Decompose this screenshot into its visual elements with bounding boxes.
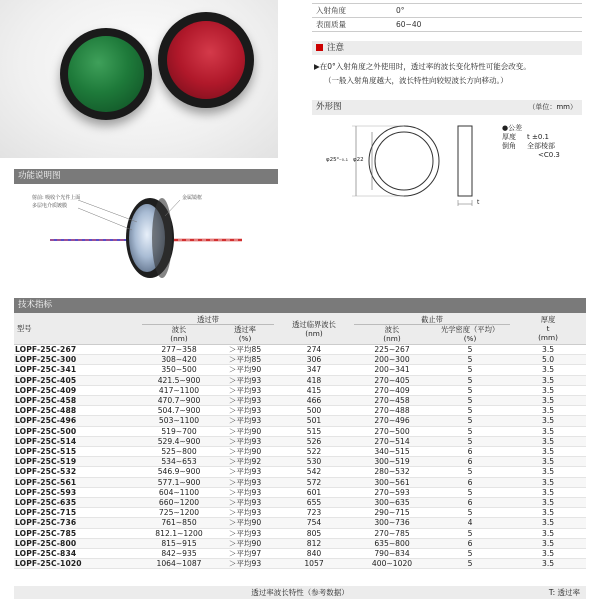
cell-optical-density: 6 — [430, 477, 510, 487]
cell-thickness: 3.5 — [510, 436, 586, 446]
cell-pass-wavelength: 577.1∼900 — [142, 477, 216, 487]
header-wavelength: 波长 — [142, 325, 216, 335]
table-row — [14, 487, 586, 497]
cell-transmittance: ＞平均90 — [216, 538, 274, 548]
cell-stop-wavelength: 635∼800 — [354, 538, 430, 548]
cell-model: LOPF-25C-488 — [14, 406, 142, 416]
table-row — [14, 426, 586, 436]
header-transmittance: 透过率 — [216, 325, 274, 335]
cell-model: LOPF-25C-515 — [14, 447, 142, 457]
cell-model: LOPF-25C-532 — [14, 467, 142, 477]
table-row — [14, 549, 586, 559]
note-line-2: （一般入射角度越大，波长特性向较短波长方向移动。） — [324, 76, 508, 85]
cell-thickness: 3.5 — [510, 477, 586, 487]
cell-edge-wavelength: 347 — [274, 365, 354, 375]
cell-thickness: 3.5 — [510, 549, 586, 559]
cell-pass-wavelength: 546.9∼900 — [142, 467, 216, 477]
cell-edge-wavelength: 840 — [274, 549, 354, 559]
cell-thickness: 5.0 — [510, 355, 586, 365]
function-diagram — [20, 186, 278, 290]
tolerance-chamfer-label: 倒角 — [502, 142, 516, 150]
cell-pass-wavelength: 421.5∼900 — [142, 375, 216, 385]
cell-optical-density: 5 — [430, 426, 510, 436]
cell-optical-density: 5 — [430, 355, 510, 365]
cell-pass-wavelength: 504.7∼900 — [142, 406, 216, 416]
table-row — [14, 467, 586, 477]
cell-model: LOPF-25C-341 — [14, 365, 142, 375]
cell-edge-wavelength: 754 — [274, 518, 354, 528]
cell-optical-density: 6 — [430, 538, 510, 548]
cell-transmittance: ＞平均93 — [216, 375, 274, 385]
cell-pass-wavelength: 525∼800 — [142, 447, 216, 457]
cell-transmittance: ＞平均93 — [216, 498, 274, 508]
cell-optical-density: 5 — [430, 406, 510, 416]
tolerance-title: ●公差 — [502, 124, 523, 132]
cell-model: LOPF-25C-593 — [14, 487, 142, 497]
cell-edge-wavelength: 466 — [274, 396, 354, 406]
table-body — [14, 345, 586, 569]
cell-optical-density: 5 — [430, 549, 510, 559]
cell-model: LOPF-25C-519 — [14, 457, 142, 467]
cell-pass-wavelength: 725∼1200 — [142, 508, 216, 518]
cell-optical-density: 5 — [430, 467, 510, 477]
header-od: 光学密度（平均） — [430, 325, 510, 335]
notes-header: 注意 — [312, 41, 582, 55]
cell-stop-wavelength: 270∼409 — [354, 385, 430, 395]
cell-thickness: 3.5 — [510, 396, 586, 406]
cell-pass-wavelength: 417∼1100 — [142, 385, 216, 395]
cell-transmittance: ＞平均97 — [216, 549, 274, 559]
function-header: 功能说明图 — [14, 169, 278, 184]
table-row — [14, 365, 586, 375]
cell-model: LOPF-25C-715 — [14, 508, 142, 518]
cell-optical-density: 6 — [430, 447, 510, 457]
cell-optical-density: 5 — [430, 508, 510, 518]
cell-thickness: 3.5 — [510, 416, 586, 426]
cell-stop-wavelength: 200∼300 — [354, 355, 430, 365]
cell-transmittance: ＞平均90 — [216, 426, 274, 436]
cell-model: LOPF-25C-785 — [14, 528, 142, 538]
note-line-1: ▶在0°入射角度之外使用时，透过率的波长变化特性可能会改变。 — [314, 62, 531, 71]
cell-thickness: 3.5 — [510, 426, 586, 436]
table-row — [14, 508, 586, 518]
tech-header: 技术指标 — [14, 298, 586, 313]
cell-thickness: 3.5 — [510, 345, 586, 355]
cell-pass-wavelength: 1064∼1087 — [142, 559, 216, 569]
cell-model: LOPF-25C-635 — [14, 498, 142, 508]
cell-model: LOPF-25C-405 — [14, 375, 142, 385]
cell-stop-wavelength: 270∼405 — [354, 375, 430, 385]
green-filter-lens — [60, 28, 152, 120]
table-row — [14, 406, 586, 416]
function-label-3: 金属镜框 — [182, 195, 203, 201]
cell-thickness: 3.5 — [510, 538, 586, 548]
cell-pass-wavelength: 534∼653 — [142, 457, 216, 467]
cell-optical-density: 5 — [430, 436, 510, 446]
spec-row-incidence: 入射角度 0° — [312, 4, 582, 18]
cell-thickness: 3.5 — [510, 528, 586, 538]
cell-thickness: 3.5 — [510, 467, 586, 477]
tech-spec-table — [14, 313, 586, 569]
cell-model: LOPF-25C-458 — [14, 396, 142, 406]
spec-row-surface: 表面质量 60−40 — [312, 18, 582, 32]
cell-optical-density: 5 — [430, 416, 510, 426]
cell-optical-density: 5 — [430, 487, 510, 497]
cell-pass-wavelength: 761∼850 — [142, 518, 216, 528]
cell-stop-wavelength: 790∼834 — [354, 549, 430, 559]
cell-transmittance: ＞平均93 — [216, 528, 274, 538]
cell-transmittance: ＞平均93 — [216, 436, 274, 446]
cell-model: LOPF-25C-267 — [14, 345, 142, 355]
header-stop-wavelength-unit: (nm) — [354, 334, 430, 345]
cell-pass-wavelength: 308∼420 — [142, 355, 216, 365]
dim-outer-label: φ25⁰₋₀.₁ — [326, 157, 348, 163]
cell-transmittance: ＞平均93 — [216, 385, 274, 395]
cell-edge-wavelength: 812 — [274, 538, 354, 548]
cell-pass-wavelength: 277∼358 — [142, 345, 216, 355]
cell-transmittance: ＞平均85 — [216, 355, 274, 365]
cell-edge-wavelength: 522 — [274, 447, 354, 457]
cell-stop-wavelength: 300∼635 — [354, 498, 430, 508]
cell-stop-wavelength: 290∼715 — [354, 508, 430, 518]
cell-model: LOPF-25C-300 — [14, 355, 142, 365]
cell-pass-wavelength: 519∼700 — [142, 426, 216, 436]
cell-edge-wavelength: 655 — [274, 498, 354, 508]
cell-edge-wavelength: 805 — [274, 528, 354, 538]
header-pass-band: 透过带 — [142, 313, 274, 325]
red-filter-lens — [158, 12, 254, 108]
header-od-unit: (%) — [430, 334, 510, 345]
table-row — [14, 559, 586, 569]
cell-stop-wavelength: 300∼561 — [354, 477, 430, 487]
cell-optical-density: 5 — [430, 559, 510, 569]
cell-transmittance: ＞平均90 — [216, 518, 274, 528]
cell-optical-density: 5 — [430, 365, 510, 375]
cell-thickness: 3.5 — [510, 406, 586, 416]
cell-edge-wavelength: 723 — [274, 508, 354, 518]
cell-model: LOPF-25C-736 — [14, 518, 142, 528]
header-model: 型号 — [14, 313, 142, 345]
cell-pass-wavelength: 842∼935 — [142, 549, 216, 559]
cell-transmittance: ＞平均93 — [216, 487, 274, 497]
spec-summary — [312, 0, 582, 32]
cell-model: LOPF-25C-834 — [14, 549, 142, 559]
cell-transmittance: ＞平均85 — [216, 345, 274, 355]
cell-thickness: 3.5 — [510, 375, 586, 385]
cell-thickness: 3.5 — [510, 559, 586, 569]
cell-model: LOPF-25C-409 — [14, 385, 142, 395]
cell-stop-wavelength: 270∼458 — [354, 396, 430, 406]
cell-thickness: 3.5 — [510, 365, 586, 375]
tolerance-thickness-value: t ±0.1 — [527, 133, 549, 141]
cell-stop-wavelength: 270∼488 — [354, 406, 430, 416]
cell-thickness: 3.5 — [510, 498, 586, 508]
cell-stop-wavelength: 280∼532 — [354, 467, 430, 477]
cell-thickness: 3.5 — [510, 447, 586, 457]
cell-edge-wavelength: 526 — [274, 436, 354, 446]
table-row — [14, 345, 586, 355]
table-row — [14, 355, 586, 365]
cell-optical-density: 5 — [430, 528, 510, 538]
table-row — [14, 477, 586, 487]
cell-optical-density: 6 — [430, 498, 510, 508]
cell-thickness: 3.5 — [510, 508, 586, 518]
cell-transmittance: ＞平均92 — [216, 457, 274, 467]
table-row — [14, 457, 586, 467]
cell-edge-wavelength: 572 — [274, 477, 354, 487]
cell-stop-wavelength: 225∼267 — [354, 345, 430, 355]
cell-optical-density: 5 — [430, 345, 510, 355]
cell-stop-wavelength: 270∼593 — [354, 487, 430, 497]
cell-stop-wavelength: 270∼785 — [354, 528, 430, 538]
red-square-icon — [316, 44, 323, 51]
cell-thickness: 3.5 — [510, 385, 586, 395]
cell-transmittance: ＞平均93 — [216, 406, 274, 416]
cell-model: LOPF-25C-496 — [14, 416, 142, 426]
cell-stop-wavelength: 270∼500 — [354, 426, 430, 436]
cell-model: LOPF-25C-1020 — [14, 559, 142, 569]
header-transmittance-unit: (%) — [216, 334, 274, 345]
cell-optical-density: 4 — [430, 518, 510, 528]
cell-pass-wavelength: 529.4∼900 — [142, 436, 216, 446]
cell-pass-wavelength: 815∼915 — [142, 538, 216, 548]
dim-inner-label: φ22 — [353, 157, 364, 163]
cell-transmittance: ＞平均93 — [216, 559, 274, 569]
cell-edge-wavelength: 501 — [274, 416, 354, 426]
tolerance-chamfer-value-2: <C0.3 — [538, 151, 560, 159]
cell-transmittance: ＞平均90 — [216, 365, 274, 375]
cell-stop-wavelength: 300∼519 — [354, 457, 430, 467]
cell-pass-wavelength: 812.1∼1200 — [142, 528, 216, 538]
function-label-2: 多层电介质镀膜 — [32, 203, 68, 209]
transmission-chart-header: 透过率波长特性（参考数据） T: 透过率 — [14, 586, 586, 599]
cell-model: LOPF-25C-514 — [14, 436, 142, 446]
cell-model: LOPF-25C-500 — [14, 426, 142, 436]
table-row — [14, 528, 586, 538]
cell-stop-wavelength: 200∼341 — [354, 365, 430, 375]
header-edge: 透过临界波长 (nm) — [274, 313, 354, 345]
header-stop-wavelength: 波长 — [354, 325, 430, 335]
cell-pass-wavelength: 350∼500 — [142, 365, 216, 375]
cell-edge-wavelength: 500 — [274, 406, 354, 416]
cell-edge-wavelength: 306 — [274, 355, 354, 365]
outline-header: 外形图 （单位：mm） — [312, 100, 582, 115]
cell-stop-wavelength: 340∼515 — [354, 447, 430, 457]
table-row — [14, 518, 586, 528]
cell-edge-wavelength: 515 — [274, 426, 354, 436]
function-label-1: 射前: 吸收个光件上面 — [32, 195, 81, 201]
tolerance-chamfer-value: 全部棱部 — [527, 142, 555, 150]
cell-optical-density: 5 — [430, 375, 510, 385]
dim-thickness-label: t — [477, 199, 480, 206]
cell-transmittance: ＞平均93 — [216, 396, 274, 406]
table-row — [14, 416, 586, 426]
header-thickness: 厚度 t (mm) — [510, 313, 586, 345]
cell-transmittance: ＞平均93 — [216, 508, 274, 518]
cell-transmittance: ＞平均93 — [216, 416, 274, 426]
cell-optical-density: 5 — [430, 385, 510, 395]
cell-thickness: 3.5 — [510, 457, 586, 467]
table-header — [14, 313, 586, 345]
cell-thickness: 3.5 — [510, 518, 586, 528]
cell-edge-wavelength: 1057 — [274, 559, 354, 569]
table-row — [14, 436, 586, 446]
cell-pass-wavelength: 604∼1100 — [142, 487, 216, 497]
tolerance-thickness-label: 厚度 — [502, 133, 516, 141]
outline-drawing — [312, 116, 582, 211]
cell-optical-density: 6 — [430, 457, 510, 467]
cell-model: LOPF-25C-800 — [14, 538, 142, 548]
cell-edge-wavelength: 418 — [274, 375, 354, 385]
cell-edge-wavelength: 530 — [274, 457, 354, 467]
cell-edge-wavelength: 415 — [274, 385, 354, 395]
cell-edge-wavelength: 274 — [274, 345, 354, 355]
cell-thickness: 3.5 — [510, 487, 586, 497]
cell-pass-wavelength: 660∼1200 — [142, 498, 216, 508]
cell-transmittance: ＞平均93 — [216, 477, 274, 487]
table-row — [14, 385, 586, 395]
table-row — [14, 538, 586, 548]
table-row — [14, 375, 586, 385]
cell-stop-wavelength: 400∼1020 — [354, 559, 430, 569]
cell-edge-wavelength: 542 — [274, 467, 354, 477]
table-row — [14, 447, 586, 457]
header-wavelength-unit: (nm) — [142, 334, 216, 345]
cell-model: LOPF-25C-561 — [14, 477, 142, 487]
header-stop-band: 截止带 — [354, 313, 510, 325]
cell-pass-wavelength: 503∼1100 — [142, 416, 216, 426]
cell-stop-wavelength: 270∼496 — [354, 416, 430, 426]
cell-pass-wavelength: 470.7∼900 — [142, 396, 216, 406]
product-photo — [0, 0, 278, 158]
table-row — [14, 396, 586, 406]
cell-transmittance: ＞平均90 — [216, 447, 274, 457]
cell-edge-wavelength: 601 — [274, 487, 354, 497]
table-row — [14, 498, 586, 508]
cell-stop-wavelength: 300∼736 — [354, 518, 430, 528]
cell-transmittance: ＞平均93 — [216, 467, 274, 477]
cell-optical-density: 5 — [430, 396, 510, 406]
cell-stop-wavelength: 270∼514 — [354, 436, 430, 446]
